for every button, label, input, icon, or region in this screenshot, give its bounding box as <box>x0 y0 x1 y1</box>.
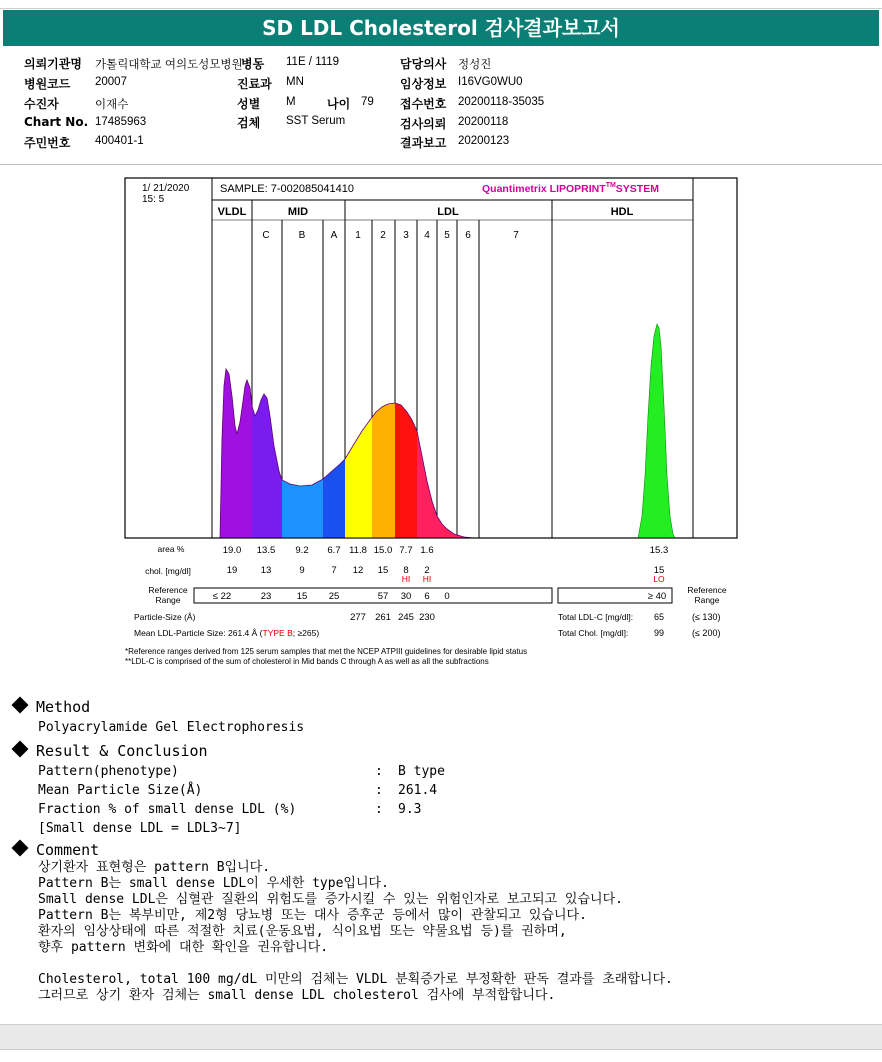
particle-size-value: 277 <box>350 612 366 623</box>
band-label: 4 <box>424 230 430 241</box>
result-row-sep: : <box>375 764 383 779</box>
lipoprint-chart <box>124 176 740 669</box>
flag-label: HI <box>401 574 411 584</box>
area-value: 13.5 <box>256 545 276 556</box>
mean-ldl-value: 261.4 Å ( <box>228 628 263 638</box>
result-row-label: Fraction % of small dense LDL (%) <box>38 802 297 817</box>
ref-value: 23 <box>260 591 272 602</box>
particle-size-label: Particle-Size (Å) <box>134 612 196 622</box>
ref-value: 6 <box>424 591 430 602</box>
ref-value: 30 <box>400 591 412 602</box>
chol-value: 13 <box>260 565 272 576</box>
result-row-value: 261.4 <box>398 783 438 798</box>
group-label: MID <box>287 206 309 218</box>
area-value: 11.8 <box>349 545 367 556</box>
request-label: 검사의뢰 <box>400 117 447 131</box>
band-label: A <box>330 230 338 241</box>
area-value: 15.0 <box>373 545 393 556</box>
sex-label: 성별 <box>237 97 261 111</box>
patient-label: 수진자 <box>24 97 59 111</box>
brand-name: Quantimetrix LIPOPRINT <box>482 183 606 195</box>
result-row-label: Mean Particle Size(Å) <box>38 783 203 798</box>
clinical-label: 임상정보 <box>400 77 447 91</box>
ref-row-label-2: Range <box>155 595 181 605</box>
chart-time: 15: 5 <box>142 194 165 205</box>
fraction-area-3 <box>282 479 323 538</box>
chart-date: 1/ 21/2020 <box>142 183 190 194</box>
comment-line: Small dense LDL은 심혈관 질환의 위험도를 증가시킬 수 있는 위험인자로 보고되고 있습니다. <box>38 892 623 907</box>
mean-ldl-label: Mean LDL-Particle Size: <box>134 628 229 638</box>
comment-line: 상기환자 표현형은 pattern B입니다. <box>38 860 271 875</box>
ref-right-label-1: Reference <box>687 585 727 595</box>
report-date-label: 결과보고 <box>400 136 447 150</box>
report-title: SD LDL Cholesterol 검사결과보고서 <box>3 10 879 46</box>
chart-brand <box>482 182 659 195</box>
chol-value: 15 <box>653 565 665 576</box>
patient-info-panel <box>0 46 882 165</box>
ref-row-label-1: Reference <box>148 585 188 595</box>
doctor-value: 정성진 <box>458 59 492 71</box>
institution-label: 의뢰기관명 <box>24 57 82 71</box>
comment-heading: Comment <box>36 841 100 859</box>
result-row-value: B type <box>398 764 445 779</box>
result-heading: Result & Conclusion <box>36 742 208 760</box>
report-date-value: 20200123 <box>458 135 510 147</box>
chol-value: 12 <box>352 565 364 576</box>
clinical-value: I16VG0WU0 <box>458 76 523 88</box>
data-table <box>125 544 727 666</box>
result-row-label: Pattern(phenotype) <box>38 764 179 779</box>
area-value: 1.6 <box>420 545 434 556</box>
brand-system: SYSTEM <box>615 183 659 195</box>
footnote-2: **LDL-C is comprised of the sum of cholesterol in Mid bands C through A as well as all the subfractions <box>125 657 489 666</box>
diamond-bullet-icon <box>12 840 29 857</box>
chol-value: 7 <box>331 565 337 576</box>
ref-value: ≥ 40 <box>647 591 667 602</box>
result-row-value: 9.3 <box>398 802 422 817</box>
institution-value: 가톨릭대학교 여의도성모병원 <box>95 59 243 71</box>
chol-value: 15 <box>377 565 389 576</box>
area-value: 19.0 <box>222 545 242 556</box>
chol-value: 19 <box>226 565 238 576</box>
method-heading: Method <box>36 698 91 716</box>
chol-row-label: chol. [mg/dl] <box>145 566 191 576</box>
diamond-bullet-icon <box>12 741 29 758</box>
area-value: 7.7 <box>399 545 413 556</box>
age-value: 79 <box>361 96 374 108</box>
hospital-code-label: 병원코드 <box>24 77 71 91</box>
fraction-area-6 <box>372 403 395 538</box>
chart-no-value: 17485963 <box>95 116 147 128</box>
ref-right-label-2: Range <box>694 595 720 605</box>
specimen-label: 검체 <box>237 116 261 130</box>
ref-value: 15 <box>296 591 308 602</box>
id-value: 400401-1 <box>95 135 144 147</box>
group-label: HDL <box>610 206 634 218</box>
ref-value: ≤ 22 <box>212 591 232 602</box>
band-label: C <box>262 230 270 241</box>
area-value: 6.7 <box>327 545 341 556</box>
ref-box-ldl <box>194 588 552 603</box>
doctor-label: 담당의사 <box>400 57 447 71</box>
mean-ldl-line <box>134 628 319 638</box>
receipt-value: 20200118-35035 <box>458 96 545 108</box>
comment-line: Pattern B는 복부비만, 제2형 당뇨병 또는 대사 증후군 등에서 많이 관찰되고 있습니다. <box>38 908 587 923</box>
ref-value: 57 <box>377 591 389 602</box>
mean-ldl-type: TYPE B <box>262 628 293 638</box>
band-label: 5 <box>444 230 450 241</box>
area-value: 9.2 <box>295 545 309 556</box>
particle-size-value: 261 <box>375 612 391 623</box>
band-label: 1 <box>355 230 361 241</box>
result-section <box>14 742 208 760</box>
bottom-bar <box>0 1024 882 1050</box>
total-chol-ref: (≤ 200) <box>692 628 721 638</box>
total-chol-label: Total Chol. [mg/dl]: <box>558 628 629 638</box>
ward-value: 11E / 1119 <box>286 56 340 68</box>
group-label: LDL <box>437 206 459 218</box>
chart-no-label: Chart No. <box>24 115 89 129</box>
comment-line: 향후 pattern 변화에 대한 확인을 권유합니다. <box>38 940 329 955</box>
diamond-bullet-icon <box>12 697 29 714</box>
ref-value: 25 <box>328 591 340 602</box>
chol-value: 2 <box>424 565 430 576</box>
band-label: 6 <box>465 230 471 241</box>
chol-value: 8 <box>403 565 409 576</box>
total-ldl-ref: (≤ 130) <box>692 612 721 622</box>
comment-line: Cholesterol, total 100 mg/dL 미만의 검체는 VLDL 분획증가로 부정확한 판독 결과를 초래합니다. <box>38 972 673 987</box>
top-strip <box>0 0 882 9</box>
comment-line: Pattern B는 small dense LDL이 우세한 type입니다. <box>38 876 389 891</box>
comment-line: 환자의 임상상태에 따른 적절한 치료(운동요법, 식이요법 또는 약물요법 등)를 권하며, <box>38 924 567 939</box>
age-label: 나이 <box>327 97 351 111</box>
hospital-code-value: 20007 <box>95 76 127 88</box>
ref-value: 0 <box>444 591 450 602</box>
receipt-label: 접수번호 <box>400 97 447 111</box>
result-row-sep: : <box>375 802 383 817</box>
particle-size-value: 230 <box>419 612 435 623</box>
comment-section <box>14 841 99 859</box>
chol-value: 9 <box>299 565 305 576</box>
request-value: 20200118 <box>458 116 509 128</box>
method-section <box>14 698 90 716</box>
sex-value: M <box>286 96 296 108</box>
specimen-value: SST Serum <box>286 115 346 127</box>
chart-sample: SAMPLE: 7-002085041410 <box>220 183 354 195</box>
method-text: Polyacrylamide Gel Electrophoresis <box>38 720 305 735</box>
footnote-1: *Reference ranges derived from 125 serum samples that met the NCEP ATPIII guidelines for desirable lipid status <box>125 647 528 656</box>
group-label: VLDL <box>217 206 247 218</box>
comment-line: 그러므로 상기 환자 검체는 small dense LDL cholesterol 검사에 부적합합니다. <box>38 988 556 1003</box>
dept-label: 진료과 <box>237 77 272 91</box>
total-chol-value: 99 <box>654 628 665 638</box>
result-row-sep: : <box>375 783 383 798</box>
ward-label: 병동 <box>241 57 265 71</box>
band-label: B <box>298 230 306 241</box>
brand-tm: TM <box>605 182 616 189</box>
flag-label: LO <box>653 574 665 584</box>
patient-value: 이재수 <box>95 99 129 111</box>
area-row-label: area % <box>157 544 185 554</box>
total-ldl-value: 65 <box>654 612 665 622</box>
dept-value: MN <box>286 76 304 88</box>
particle-size-value: 245 <box>398 612 414 623</box>
area-value: 15.3 <box>649 545 669 556</box>
id-label: 주민번호 <box>24 136 71 150</box>
flag-label: HI <box>422 574 432 584</box>
total-ldl-label: Total LDL-C [mg/dl]: <box>558 612 634 622</box>
band-label: 2 <box>380 230 386 241</box>
lipoprint-svg <box>124 176 740 669</box>
result-note: [Small dense LDL = LDL3~7] <box>38 821 242 836</box>
band-label: 3 <box>403 230 409 241</box>
mean-ldl-ref: ; ≥265) <box>292 628 320 638</box>
band-label: 7 <box>513 230 519 241</box>
